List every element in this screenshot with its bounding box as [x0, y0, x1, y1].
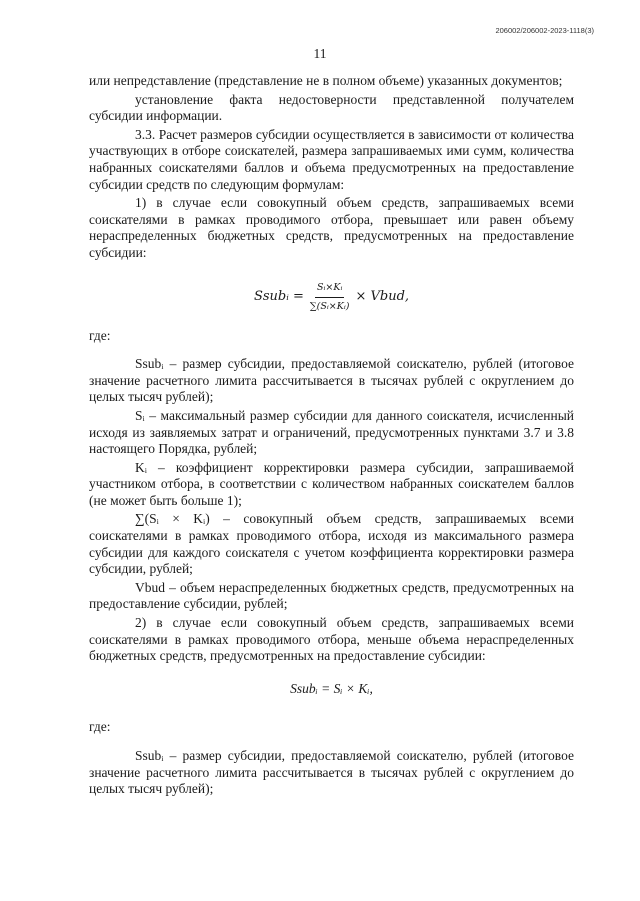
formula-1-left: Ssubᵢ =	[253, 289, 304, 305]
paragraph: или непредставление (представление не в полном объеме) указанных документов;	[89, 73, 563, 88]
formula-2: Ssubᵢ = Sᵢ × Kᵢ,	[290, 680, 373, 696]
paragraph: 2) в случае если совокупный объем средств, запрашиваемых всеми соискателями в рамках проводимого отбора, меньше объема нераспределенных бюджетных средств, предусмотренных на предоставление субсидии:	[89, 615, 574, 664]
formula-1-denominator: ∑(Sᵢ×Kᵢ)	[309, 301, 350, 313]
where-label: где:	[89, 327, 111, 343]
formula-1-fraction	[308, 280, 352, 316]
definition: Ssubᵢ – размер субсидии, предоставляемой соискателю, рублей (итоговое значение расчетного лимита рассчитывается в тысячах рублей с округлением до целых тысяч рублей);	[89, 356, 574, 405]
document-stamp: 206002/206002-2023-1118(3)	[495, 26, 594, 35]
paragraph: 1) в случае если совокупный объем средств, запрашиваемых всеми соискателями в рамках проводимого отбора, превышает или равен объему нераспределенных бюджетных средств, предусмотренных на предоставление субсидии:	[89, 195, 574, 260]
formula-1	[89, 280, 574, 314]
definition: Ssubᵢ – размер субсидии, предоставляемой соискателю, рублей (итоговое значение расчетного лимита рассчитывается в тысячах рублей с округлением до целых тысяч рублей);	[89, 748, 574, 797]
definition: Vbud – объем нераспределенных бюджетных средств, предусмотренных на предоставление субсидии, рублей;	[89, 579, 574, 612]
definition: Kᵢ – коэффициент корректировки размера субсидии, запрашиваемой участником отбора, в соответствии с количеством набранных соискателем баллов (не может быть больше 1);	[89, 459, 574, 508]
definition: ∑(Sᵢ × Kᵢ) – совокупный объем средств, запрашиваемых всеми соискателями в рамках проводимого отбора, исходя из максимального размера субсидии для каждого соискателя с учетом коэффициента корректировки размера субсидии, рублей;	[89, 511, 574, 577]
paragraph: 3.3. Расчет размеров субсидии осуществляется в зависимости от количества участвующих в отборе соискателей, размера запрашиваемых ими сумм, количества набранных соискателями баллов и объема предусмотренных на предоставление субсидии средств по следующим формулам:	[89, 126, 574, 192]
page-number: 11	[313, 46, 327, 61]
formula-1-numerator: Sᵢ×Kᵢ	[315, 280, 344, 299]
formula-1-right: × Vbud,	[355, 289, 410, 305]
definition: Sᵢ – максимальный размер субсидии для данного соискателя, исчисленный исходя из заявляемых затрат и ограничений, предусмотренных пунктами 3.7 и 3.8 настоящего Порядка, рублей;	[89, 407, 574, 457]
paragraph: установление факта недостоверности представленной получателем субсидии информации.	[89, 91, 574, 124]
document-body	[89, 73, 574, 800]
where-label: где:	[89, 719, 111, 735]
